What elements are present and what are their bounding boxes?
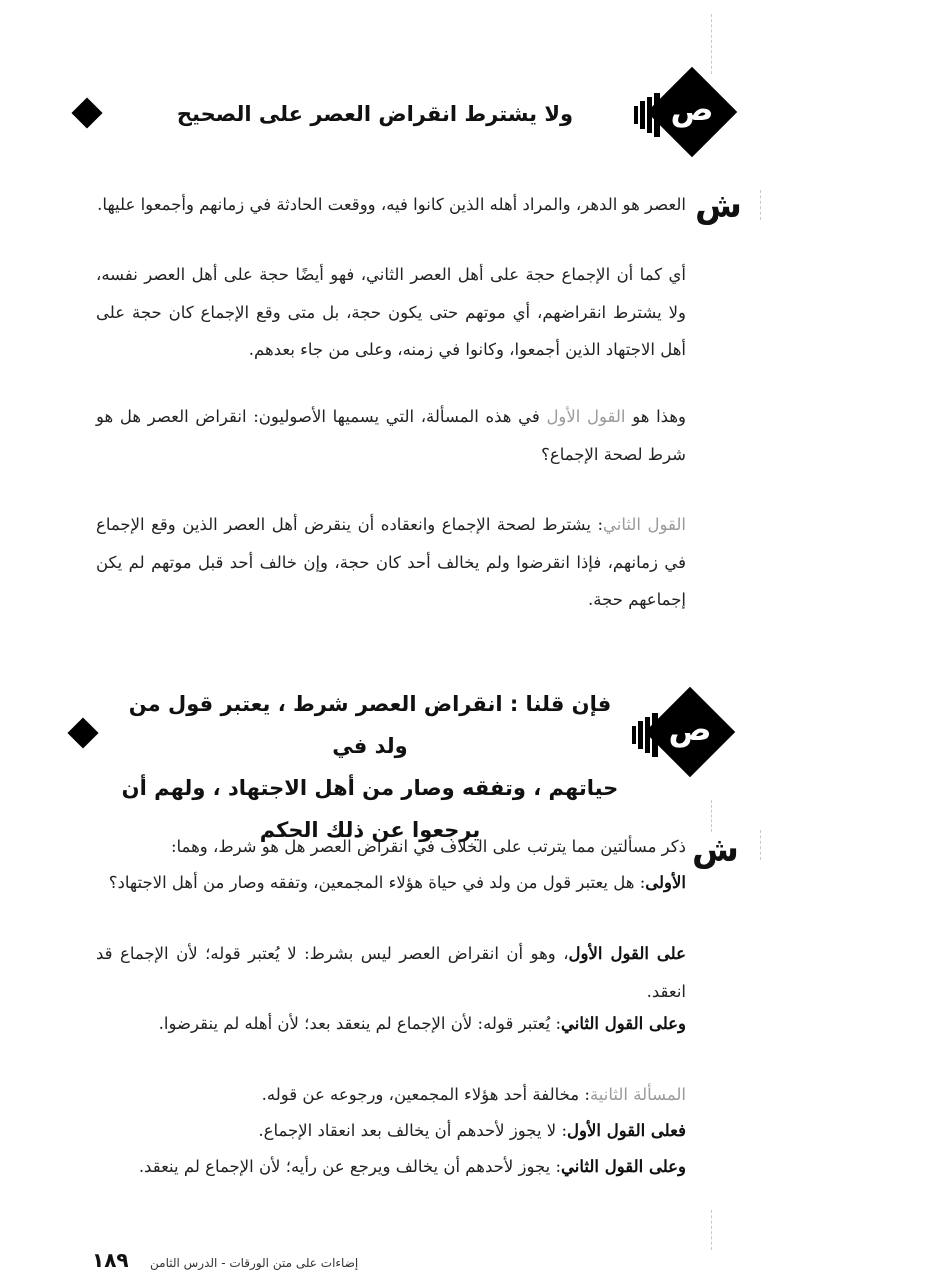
section-2-paragraph-1 <box>96 828 686 866</box>
paragraph-text: وهذا هو <box>625 407 686 426</box>
paragraph-text: في هذه المسألة، التي يسميها الأصوليون: انقراض العصر هل هو شرط لصحة الإجماع؟ <box>96 407 686 464</box>
paragraph-text: : هل يعتبر قول من ولد في حياة هؤلاء المجمعين، وتفقه وصار من أهل الاجتهاد؟ <box>108 873 646 892</box>
matn-marker: ص <box>670 90 714 128</box>
heading-line: يرجعوا عن ذلك الحكم <box>259 818 481 842</box>
matn-badge-2 <box>606 688 746 788</box>
running-footer-title: إضاءات على متن الورقات - الدرس الثامن <box>150 1256 359 1270</box>
paragraph-text: : مخالفة أحد هؤلاء المجمعين، ورجوعه عن قوله. <box>261 1085 590 1104</box>
diamond-ornament-left <box>71 97 102 128</box>
paragraph-lead: وعلى القول الثاني <box>561 1157 686 1176</box>
section-1-paragraph-2 <box>96 256 686 369</box>
heading-line: فإن قلنا : انقراض العصر شرط ، يعتبر قول من ولد في <box>128 692 612 758</box>
faded-term: المسألة الثانية <box>589 1085 686 1104</box>
sharh-marker-2: ش <box>692 830 739 870</box>
section-1-paragraph-1 <box>96 186 686 224</box>
stripe-ornament <box>640 101 645 129</box>
paragraph-lead: الأولى <box>645 873 686 892</box>
matn-badge-1 <box>608 68 748 168</box>
section-2-paragraph-4 <box>96 1005 686 1043</box>
section-1-paragraph-3 <box>96 398 686 473</box>
margin-rule <box>711 800 712 832</box>
heading-line: ولا يشترط انقراض العصر على الصحيح <box>176 102 574 126</box>
section-2-paragraph-7 <box>96 1148 686 1186</box>
margin-rule-top <box>711 14 712 74</box>
paragraph-lead: وعلى القول الثاني <box>561 1014 686 1033</box>
sharh-marker-1: ش <box>695 186 742 226</box>
margin-rule <box>760 830 761 860</box>
margin-rule <box>760 190 761 220</box>
paragraph-text: أي كما أن الإجماع حجة على أهل العصر الثاني، فهو أيضًا حجة على أهل العصر نفسه، ولا يشترط انقراضهم، أي موتهم حتى يكون حجة، بل متى وقع الإجماع كان حجة على أهل الاجتهاد الذين أجمعوا، وكانوا في زمنه، وعلى من جاء بعدهم. <box>96 265 686 359</box>
section-2-paragraph-3 <box>96 935 686 1010</box>
diamond-ornament-left <box>67 717 98 748</box>
section-2-heading <box>110 683 630 851</box>
matn-marker: ص <box>668 710 712 748</box>
page-number: ١٨٩ <box>92 1248 129 1272</box>
paragraph-text: العصر هو الدهر، والمراد أهله الذين كانوا فيه، ووقعت الحادثة في زمانهم وأجمعوا عليها. <box>97 195 686 214</box>
section-2-paragraph-2 <box>96 864 686 902</box>
paragraph-text: : يشترط لصحة الإجماع وانعقاده أن ينقرض أهل العصر الذين وقع الإجماع في زمانهم، فإذا انقرضوا ولم يخالف أحد كان حجة، وإن خالف أحد قبل موتهم لم يكن إجماعهم حجة. <box>96 515 686 609</box>
paragraph-text: : لا يجوز لأحدهم أن يخالف بعد انعقاد الإجماع. <box>258 1121 568 1140</box>
paragraph-text: : يجوز لأحدهم أن يخالف ويرجع عن رأيه؛ لأن الإجماع لم ينعقد. <box>138 1157 562 1176</box>
margin-rule-bottom <box>711 1210 712 1250</box>
stripe-ornament <box>638 721 643 749</box>
section-2-paragraph-5 <box>96 1076 686 1114</box>
section-2-paragraph-6 <box>96 1112 686 1150</box>
section-1-paragraph-4 <box>96 506 686 619</box>
paragraph-text: ، وهو أن انقراض العصر ليس بشرط: لا يُعتبر قوله؛ لأن الإجماع قد انعقد. <box>96 944 686 1001</box>
paragraph-lead: على القول الأول <box>568 944 686 963</box>
faded-term: القول الثاني <box>603 515 686 534</box>
paragraph-lead: فعلى القول الأول <box>567 1121 686 1140</box>
heading-line: حياتهم ، وتفقه وصار من أهل الاجتهاد ، ولهم أن <box>121 776 619 800</box>
faded-term: القول الأول <box>546 407 626 426</box>
paragraph-text: ذكر مسألتين مما يترتب على الخلاف في انقراض العصر هل هو شرط، وهما: <box>170 837 686 856</box>
stripe-ornament <box>632 726 636 744</box>
stripe-ornament <box>634 106 638 124</box>
section-1-heading <box>130 93 620 135</box>
paragraph-text: : يُعتبر قوله: لأن الإجماع لم ينعقد بعد؛ لأن أهله لم ينقرضوا. <box>158 1014 562 1033</box>
